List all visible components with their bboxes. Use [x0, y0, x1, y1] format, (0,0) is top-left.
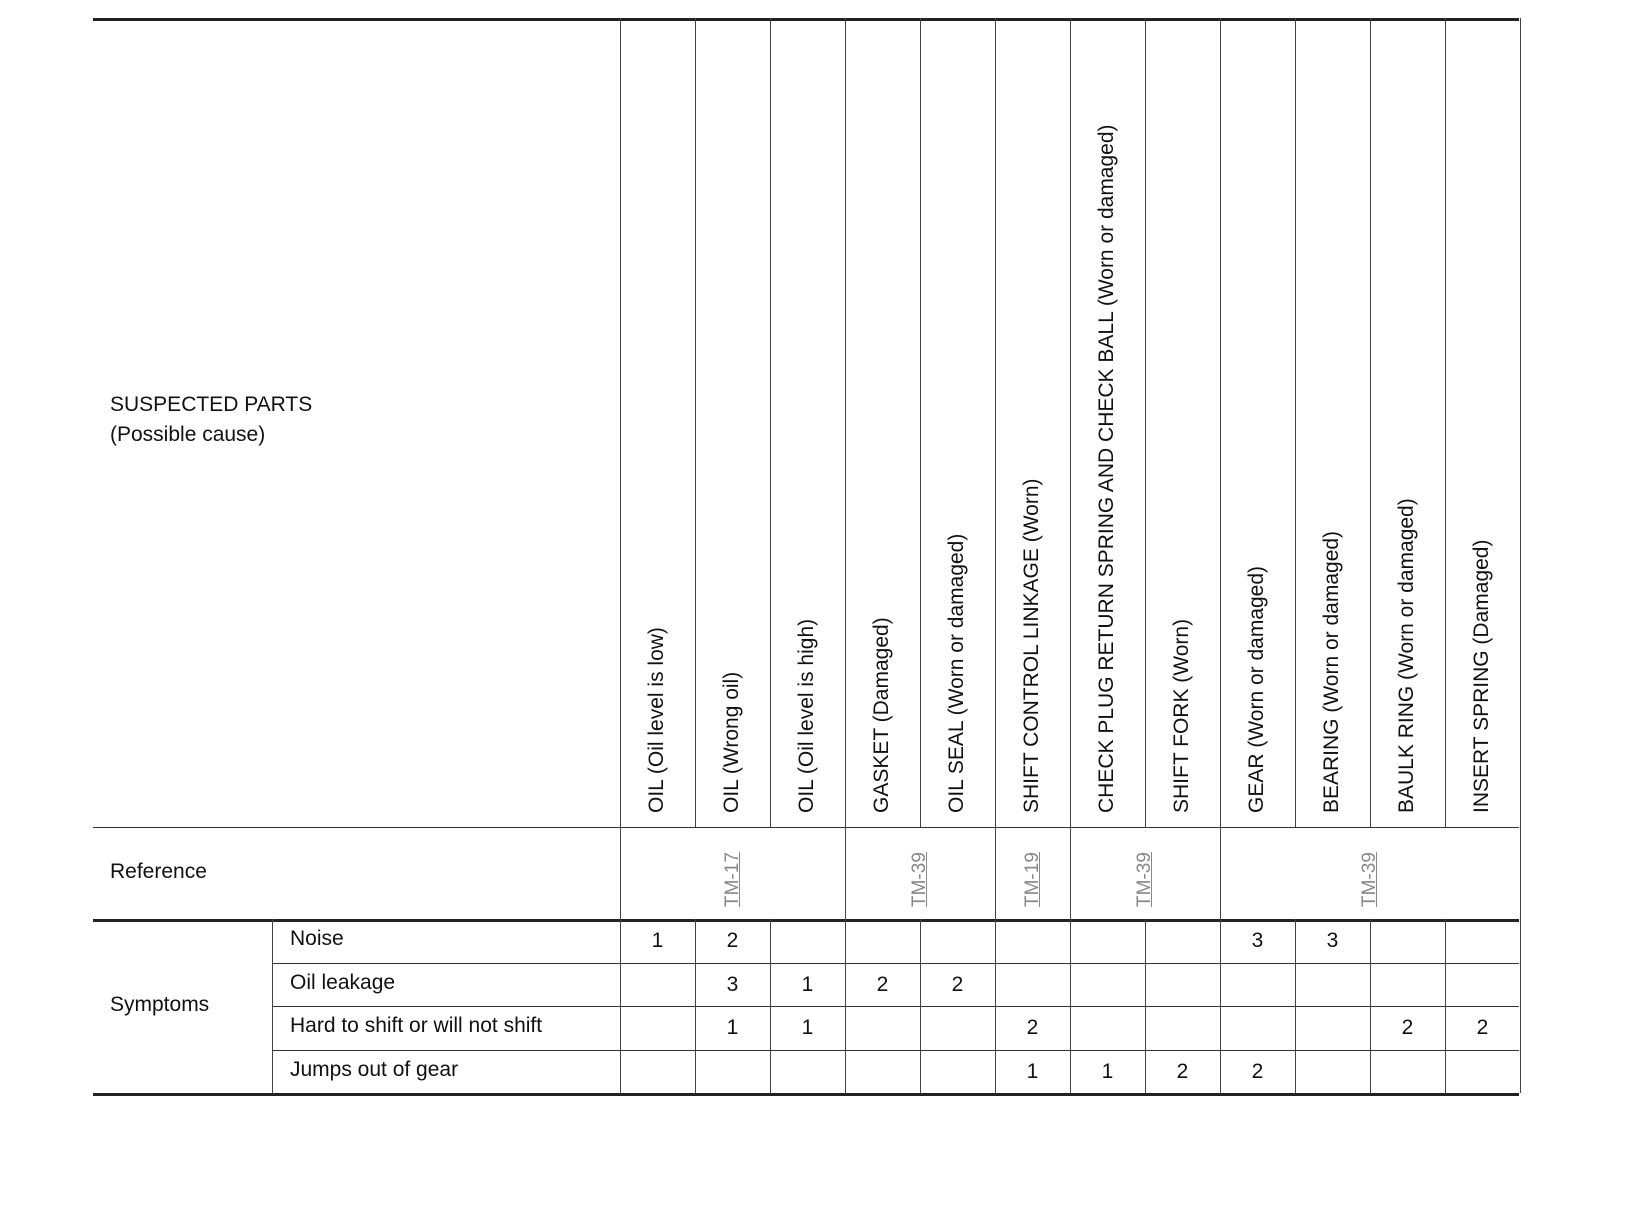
symptom-priority-value: 2 [1476, 1016, 1489, 1039]
symptom-name: Hard to shift or will not shift [290, 1014, 543, 1037]
symptom-priority-value: 1 [1101, 1059, 1114, 1083]
part-label: OIL (Oil level is high) [795, 618, 818, 813]
column-line-header [695, 18, 696, 827]
column-line-reference [620, 827, 621, 919]
row-divider [272, 1050, 1519, 1051]
part-label: BEARING (Worn or damaged) [1320, 530, 1343, 813]
part-label: OIL (Oil level is low) [645, 627, 668, 813]
column-line-header [845, 18, 846, 827]
symptom-priority-value: 1 [1026, 1059, 1039, 1083]
reference-link[interactable]: TM-19 [1021, 852, 1043, 907]
part-label: OIL (Wrong oil) [720, 671, 743, 813]
column-line-header [1145, 18, 1146, 827]
column-line-reference [845, 827, 846, 919]
column-line-header [920, 18, 921, 827]
symptom-priority-value: 2 [1401, 1016, 1414, 1039]
reference-label: Reference [110, 860, 207, 883]
symptom-name: Jumps out of gear [290, 1057, 459, 1081]
symptom-priority-value: 2 [951, 972, 964, 996]
symptom-priority-value: 3 [1251, 929, 1264, 952]
reference-link[interactable]: TM-39 [1134, 852, 1155, 907]
symptom-priority-value: 2 [1026, 1016, 1039, 1039]
reference-link[interactable]: TM-17 [721, 852, 743, 907]
table-top-border [93, 18, 1519, 21]
symptom-priority-value: 1 [801, 1016, 814, 1039]
part-label: OIL SEAL (Worn or damaged) [945, 533, 968, 813]
column-line-reference [1070, 827, 1071, 919]
column-line-header [995, 18, 996, 827]
part-label: SHIFT CONTROL LINKAGE (Worn) [1020, 478, 1043, 813]
symptom-priority-value: 1 [726, 1016, 739, 1039]
symptom-name: Oil leakage [290, 970, 396, 994]
part-label: GASKET (Damaged) [870, 617, 893, 813]
column-line-header [1445, 18, 1446, 827]
symptom-priority-value: 1 [801, 972, 814, 996]
symptoms-label: Symptoms [110, 993, 210, 1016]
column-line-header [770, 18, 771, 827]
symptom-priority-value: 2 [726, 929, 739, 952]
column-line-body [1370, 919, 1371, 1093]
reference-link[interactable]: TM-39 [1359, 852, 1380, 907]
column-line-header [1220, 18, 1221, 827]
suspected-parts-title: SUSPECTED PARTS [110, 393, 313, 416]
part-label: SHIFT FORK (Worn) [1170, 618, 1193, 813]
suspected-parts-subtitle: (Possible cause) [110, 423, 266, 446]
part-label: GEAR (Worn or damaged) [1245, 565, 1268, 813]
column-line-header [1070, 18, 1071, 827]
symptom-priority-value: 3 [1326, 929, 1339, 952]
symptom-priority-value: 2 [1176, 1059, 1189, 1083]
column-line-reference [995, 827, 996, 919]
part-label: CHECK PLUG RETURN SPRING AND CHECK BALL (Worn or damaged) [1095, 124, 1118, 813]
symptom-priority-value: 2 [876, 972, 889, 996]
header-bottom-line [93, 827, 1519, 828]
column-line-header [1295, 18, 1296, 827]
reference-link[interactable]: TM-39 [909, 852, 930, 907]
part-label: INSERT SPRING (Damaged) [1470, 539, 1493, 813]
symptom-name-divider [272, 919, 273, 1093]
column-line-header [1370, 18, 1371, 827]
column-line-body [1520, 919, 1521, 1093]
column-line-header [620, 18, 621, 827]
part-label: BAULK RING (Worn or damaged) [1395, 498, 1418, 813]
column-line-reference [1220, 827, 1221, 919]
table-bottom-border [93, 1093, 1519, 1096]
column-line-body [1445, 919, 1446, 1093]
symptom-name: Noise [290, 927, 344, 950]
symptom-priority-value: 1 [651, 929, 664, 952]
symptom-priority-value: 3 [726, 972, 739, 996]
column-line-reference [1520, 827, 1521, 919]
column-line-header [1520, 18, 1521, 827]
symptom-priority-value: 2 [1251, 1059, 1264, 1083]
